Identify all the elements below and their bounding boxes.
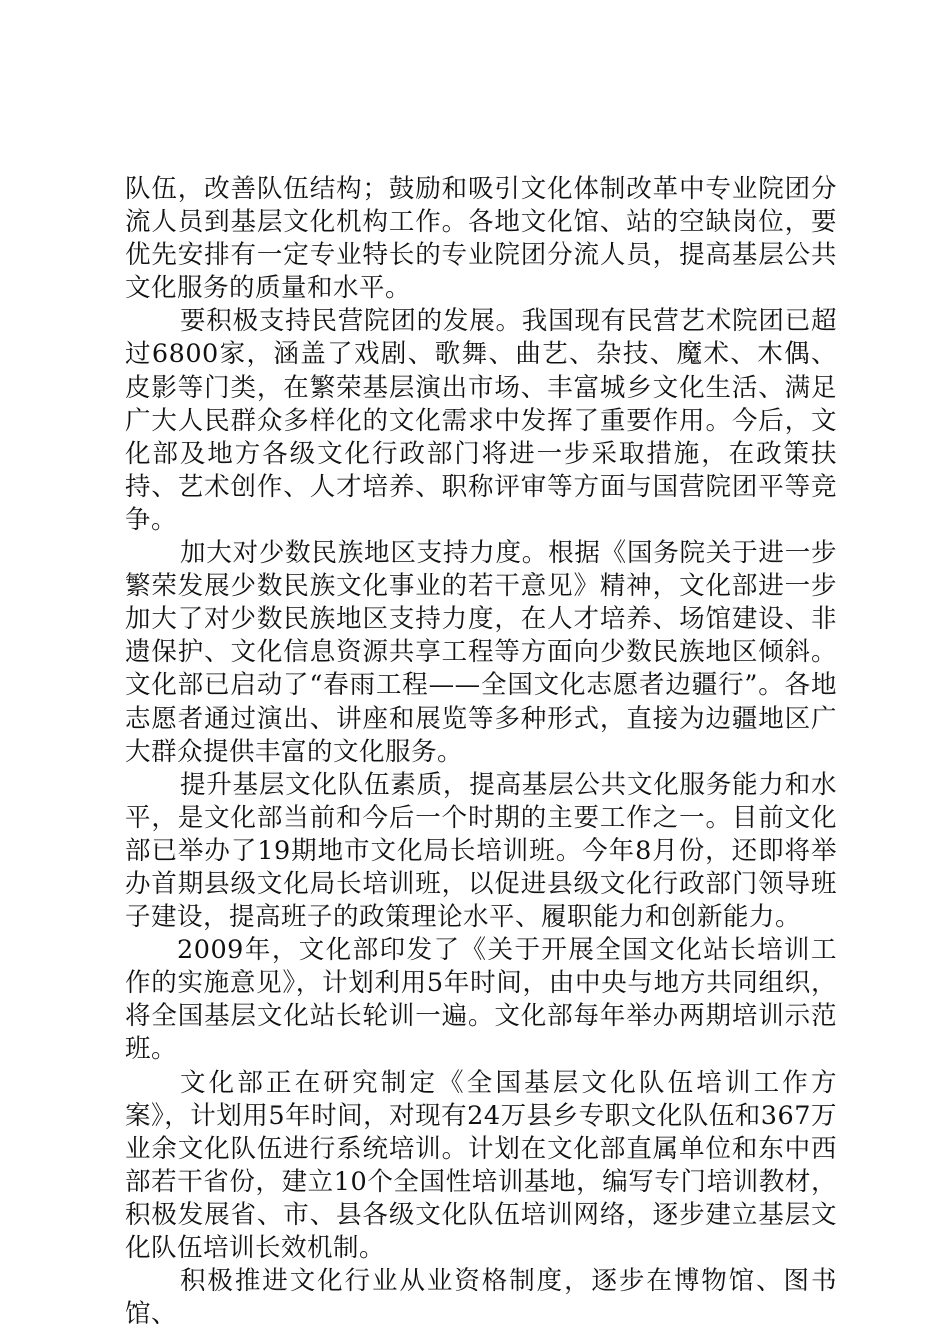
document-body xyxy=(125,173,837,1331)
paragraph-1: 队伍，改善队伍结构；鼓励和吸引文化体制改革中专业院团分流人员到基层文化机构工作。各地文化馆、站的空缺岗位，要优先安排有一定专业特长的专业院团分流人员，提高基层公共文化服务的质量和水平。 xyxy=(125,174,837,304)
paragraph-7: 积极推进文化行业从业资格制度，逐步在博物馆、图书馆、 xyxy=(125,1266,837,1330)
paragraph-5: 2009年，文化部印发了《关于开展全国文化站长培训工作的实施意见》，计划利用5年时间，由中央与地方共同组织，将全国基层文化站长轮训一遍。文化部每年举办两期培训示范班。 xyxy=(125,935,837,1065)
paragraph-4: 提升基层文化队伍素质，提高基层公共文化服务能力和水平，是文化部当前和今后一个时期的主要工作之一。目前文化部已举办了19期地市文化局长培训班。今年8月份，还即将举办首期县级文化局长培训班，以促进县级文化行政部门领导班子建设，提高班子的政策理论水平、履职能力和创新能力。 xyxy=(125,769,837,933)
paragraph-3: 加大对少数民族地区支持力度。根据《国务院关于进一步繁荣发展少数民族文化事业的若干意见》精神，文化部进一步加大了对少数民族地区支持力度，在人才培养、场馆建设、非遗保护、文化信息资源共享工程等方面向少数民族地区倾斜。文化部已启动了“春雨工程——全国文化志愿者边疆行”。各地志愿者通过演出、讲座和展览等多种形式，直接为边疆地区广大群众提供丰富的文化服务。 xyxy=(125,538,837,767)
paragraph-2: 要积极支持民营院团的发展。我国现有民营艺术院团已超过6800家，涵盖了戏剧、歌舞、曲艺、杂技、魔术、木偶、皮影等门类，在繁荣基层演出市场、丰富城乡文化生活、满足广大人民群众多样化的文化需求中发挥了重要作用。今后，文化部及地方各级文化行政部门将进一步采取措施，在政策扶持、艺术创作、人才培养、职称评审等方面与国营院团平等竞争。 xyxy=(125,306,837,535)
paragraph-6: 文化部正在研究制定《全国基层文化队伍培训工作方案》，计划用5年时间，对现有24万县乡专职文化队伍和367万业余文化队伍进行系统培训。计划在文化部直属单位和东中西部若干省份，建立10个全国性培训基地，编写专门培训教材，积极发展省、市、县各级文化队伍培训网络，逐步建立基层文化队伍培训长效机制。 xyxy=(125,1067,837,1263)
